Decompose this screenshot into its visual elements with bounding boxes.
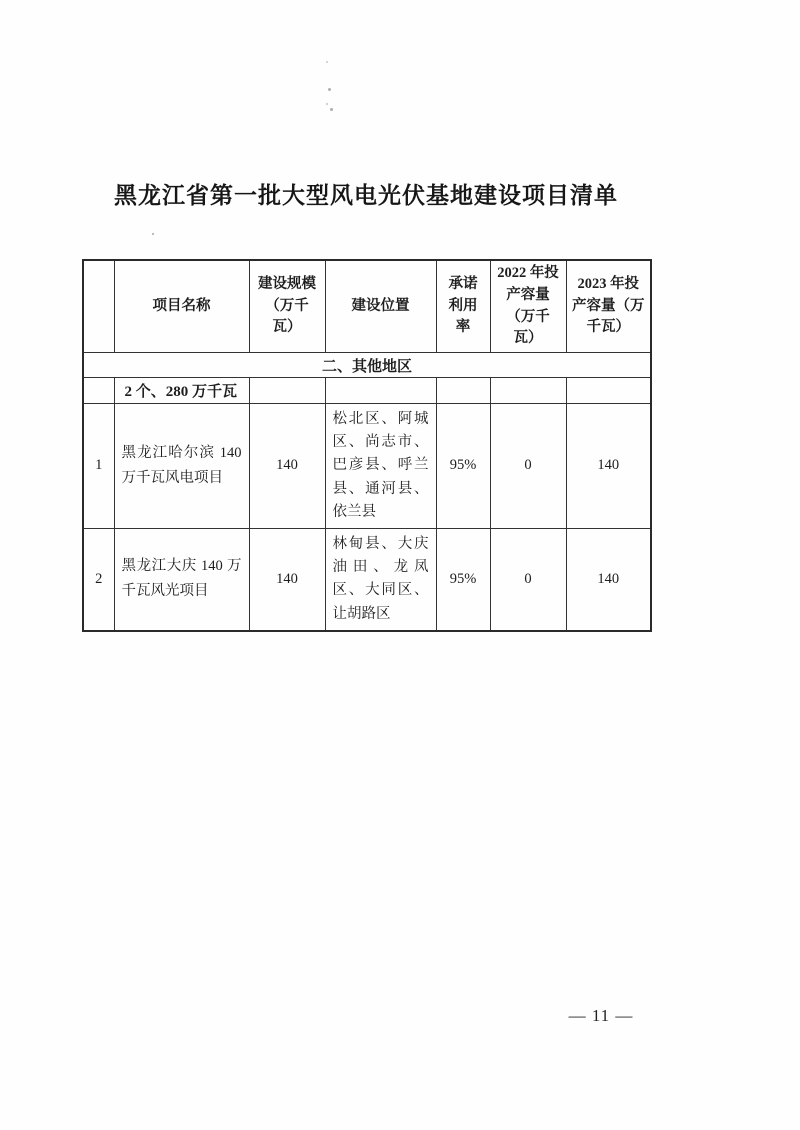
capacity-2022-cell: 0 (490, 404, 566, 529)
subtotal-row (83, 378, 651, 404)
subtotal-index-cell (83, 378, 114, 404)
scan-speck (152, 233, 154, 235)
column-header-utilization: 承诺利用率 (436, 260, 490, 353)
page-number: — 11 — (568, 1006, 634, 1025)
scan-speck (326, 61, 328, 63)
subtotal-empty-cell (325, 378, 436, 404)
scan-speck (330, 108, 333, 111)
table-header-row (83, 260, 651, 353)
capacity-2022-cell: 0 (490, 528, 566, 630)
project-name-cell: 黑龙江大庆 140 万千瓦风光项目 (114, 528, 249, 630)
column-header-project-name: 项目名称 (114, 260, 249, 353)
project-name-cell: 黑龙江哈尔滨 140 万千瓦风电项目 (114, 404, 249, 529)
scale-cell: 140 (249, 528, 325, 630)
section-row (83, 353, 651, 378)
row-index-cell: 2 (83, 528, 114, 630)
column-header-location: 建设位置 (325, 260, 436, 353)
column-header-construction-scale: 建设规模（万千瓦） (249, 260, 325, 353)
table-row (83, 404, 651, 529)
capacity-2023-cell: 140 (566, 528, 651, 630)
location-cell: 松北区、阿城区、尚志市、巴彦县、呼兰县、通河县、依兰县 (325, 404, 436, 529)
utilization-cell: 95% (436, 404, 490, 529)
scan-speck (326, 103, 328, 105)
subtotal-empty-cell (249, 378, 325, 404)
row-index-cell: 1 (83, 404, 114, 529)
scale-cell: 140 (249, 404, 325, 529)
document-title: 黑龙江省第一批大型风电光伏基地建设项目清单 (114, 183, 618, 208)
table-row (83, 528, 651, 630)
column-header-capacity-2022: 2022 年投产容量（万千瓦） (490, 260, 566, 353)
location-cell: 林甸县、大庆油田、龙凤区、大同区、让胡路区 (325, 528, 436, 630)
utilization-cell: 95% (436, 528, 490, 630)
capacity-2023-cell: 140 (566, 404, 651, 529)
projects-table (82, 259, 652, 632)
section-header-cell: 二、其他地区 (83, 353, 651, 378)
column-header-capacity-2023: 2023 年投产容量（万千瓦） (566, 260, 651, 353)
column-header-index (83, 260, 114, 353)
subtotal-cell: 2 个、280 万千瓦 (114, 378, 249, 404)
subtotal-empty-cell (436, 378, 490, 404)
subtotal-empty-cell (490, 378, 566, 404)
subtotal-empty-cell (566, 378, 651, 404)
scan-speck (328, 88, 331, 91)
